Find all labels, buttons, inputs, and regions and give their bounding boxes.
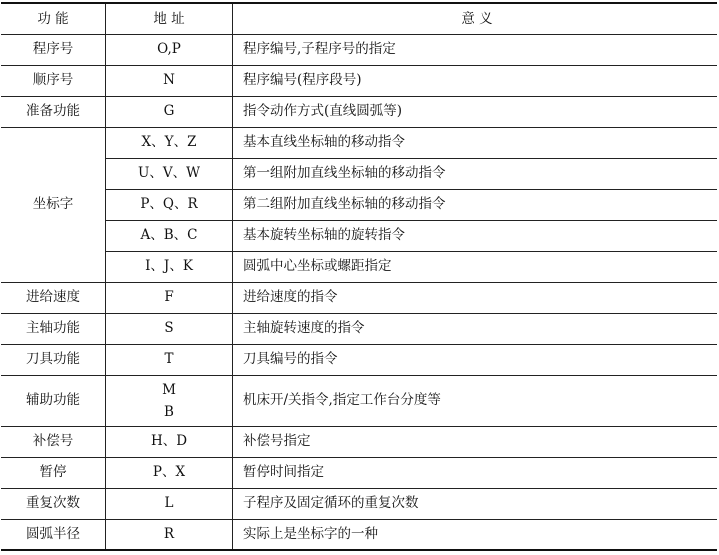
header-meaning: 意 义 [233,3,718,34]
table-row [1,158,717,189]
table-row [1,189,717,220]
meaning-cell: 基本直线坐标轴的移动指令 [233,127,718,158]
address-cell: H、D [106,426,233,457]
function-cell: 补偿号 [1,426,106,457]
address-cell: F [106,282,233,313]
function-cell: 辅助功能 [1,375,106,426]
address-cell: R [106,519,233,550]
meaning-cell: 刀具编号的指令 [233,344,718,375]
function-cell-merged: 坐标字 [1,127,106,282]
table-row [1,34,717,65]
table-row [1,220,717,251]
table-row [1,65,717,96]
function-cell: 重复次数 [1,488,106,519]
address-cell: I、J、K [106,251,233,282]
function-cell: 准备功能 [1,96,106,127]
nc-address-table [1,2,717,551]
table-row [1,251,717,282]
meaning-cell: 子程序及固定循环的重复次数 [233,488,718,519]
meaning-cell: 暂停时间指定 [233,457,718,488]
meaning-cell: 机床开/关指令,指定工作台分度等 [233,375,718,426]
meaning-cell: 第一组附加直线坐标轴的移动指令 [233,158,718,189]
meaning-cell: 进给速度的指令 [233,282,718,313]
meaning-cell: 实际上是坐标字的一种 [233,519,718,550]
address-cell: N [106,65,233,96]
meaning-cell: 第二组附加直线坐标轴的移动指令 [233,189,718,220]
meaning-cell: 程序编号,子程序号的指定 [233,34,718,65]
function-cell: 顺序号 [1,65,106,96]
header-function: 功 能 [1,3,106,34]
address-cell: T [106,344,233,375]
table-row [1,488,717,519]
address-cell: U、V、W [106,158,233,189]
address-cell: G [106,96,233,127]
function-cell: 主轴功能 [1,313,106,344]
address-cell: A、B、C [106,220,233,251]
meaning-cell: 基本旋转坐标轴的旋转指令 [233,220,718,251]
table-row [1,375,717,426]
meaning-cell: 补偿号指定 [233,426,718,457]
meaning-cell: 程序编号(程序段号) [233,65,718,96]
function-cell: 暂停 [1,457,106,488]
address-line: B [164,403,174,420]
header-address: 地 址 [106,3,233,34]
table-row [1,96,717,127]
address-cell: O,P [106,34,233,65]
table-row [1,457,717,488]
function-cell: 程序号 [1,34,106,65]
address-cell: P、Q、R [106,189,233,220]
meaning-cell: 主轴旋转速度的指令 [233,313,718,344]
table-row [1,426,717,457]
function-cell: 刀具功能 [1,344,106,375]
address-cell: S [106,313,233,344]
header-row [1,3,717,34]
table-row [1,282,717,313]
address-cell: P、X [106,457,233,488]
address-cell: X、Y、Z [106,127,233,158]
function-cell: 进给速度 [1,282,106,313]
meaning-cell: 圆弧中心坐标或螺距指定 [233,251,718,282]
address-cell: L [106,488,233,519]
function-cell: 圆弧半径 [1,519,106,550]
table-row [1,127,717,158]
address-cell [106,375,233,426]
address-line: M [162,381,176,398]
table-row [1,313,717,344]
meaning-cell: 指令动作方式(直线圆弧等) [233,96,718,127]
table-row [1,519,717,550]
table-row [1,344,717,375]
